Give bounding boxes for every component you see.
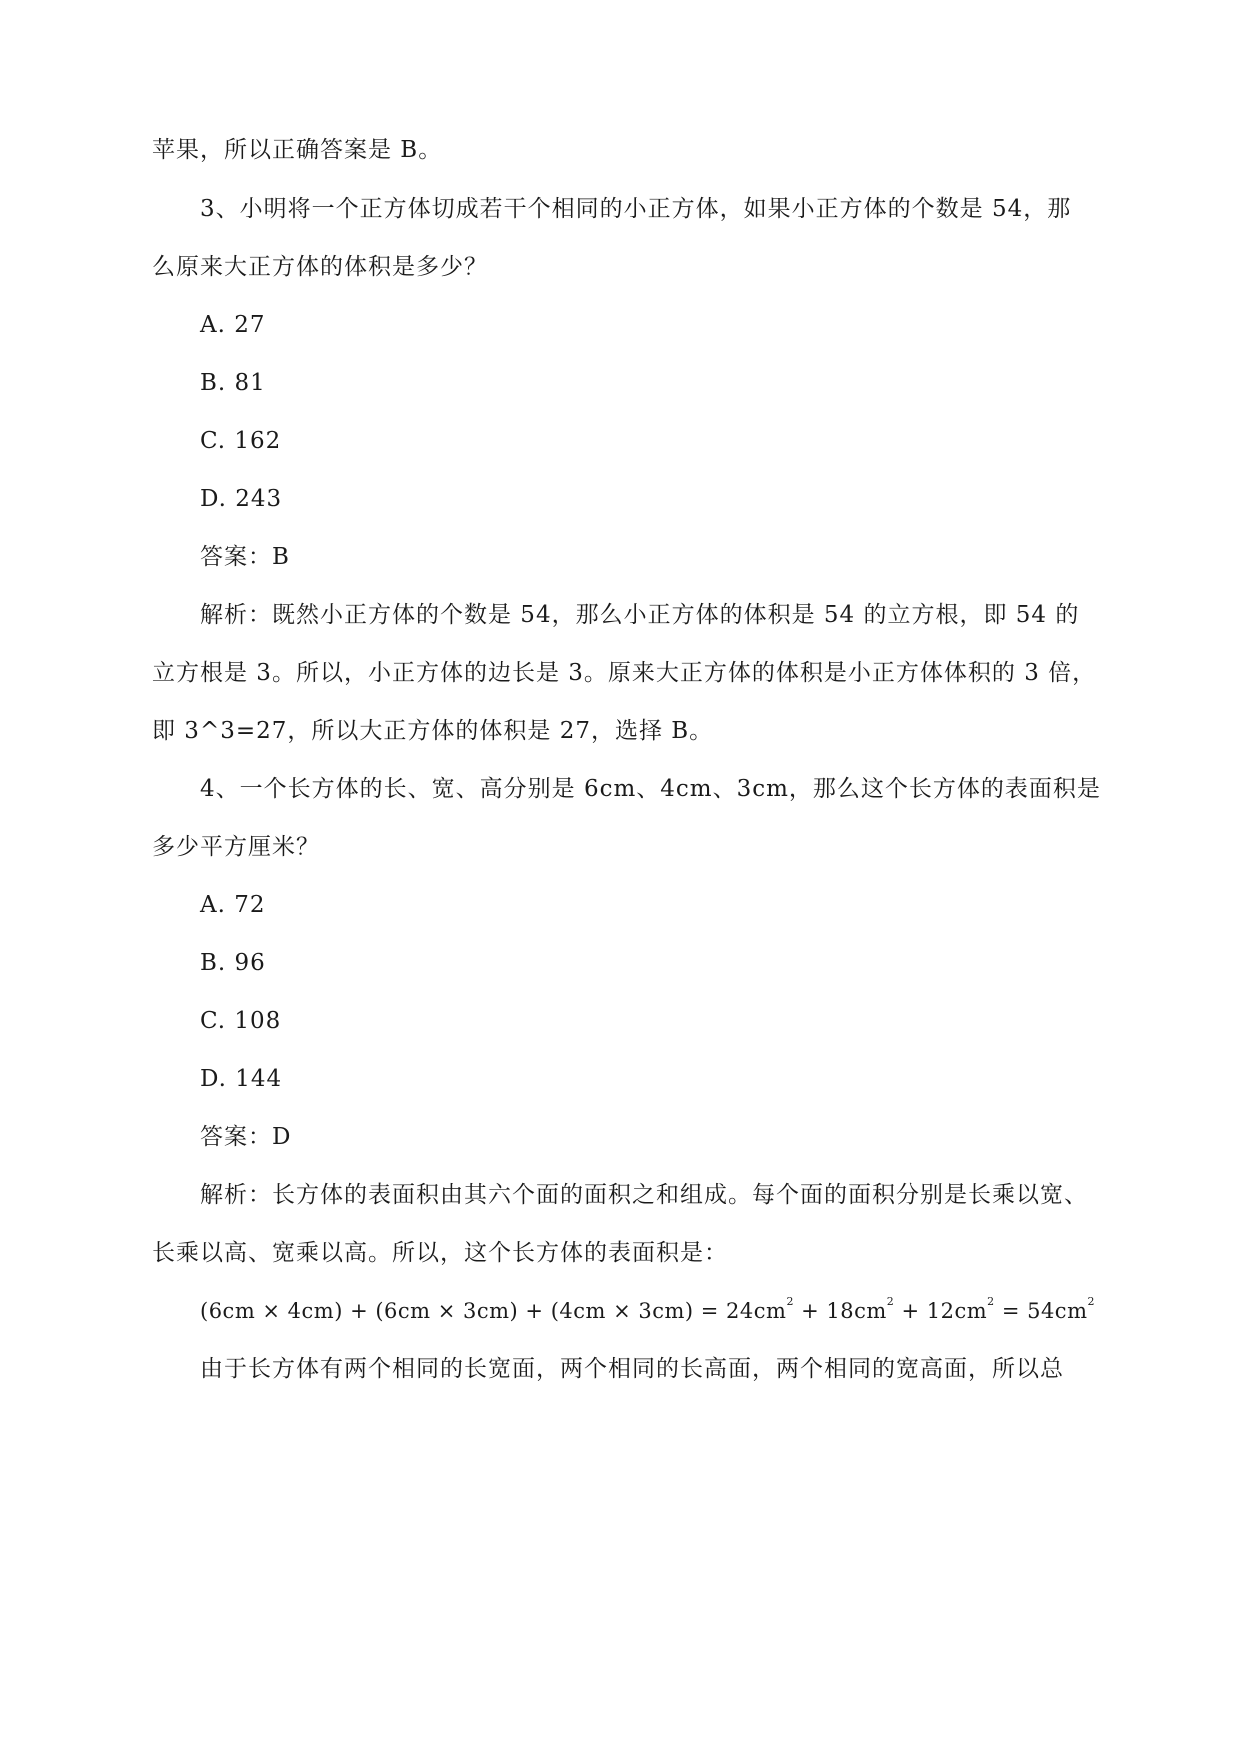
formula-part-1: (6cm × 4cm) + (6cm × 3cm) + (4cm × 3cm) = 24cm bbox=[200, 1299, 787, 1323]
formula-sup-3: 2 bbox=[987, 1295, 995, 1308]
question-3-line-1: 3、小明将一个正方体切成若干个相同的小正方体，如果小正方体的个数是 54，那 bbox=[200, 196, 1072, 222]
q3-option-b: B. 81 bbox=[200, 370, 266, 396]
q4-explanation-line-2: 长乘以高、宽乘以高。所以，这个长方体的表面积是： bbox=[152, 1240, 728, 1266]
question-4-line-2: 多少平方厘米？ bbox=[152, 834, 320, 860]
q4-option-c: C. 108 bbox=[200, 1008, 282, 1034]
formula-part-3: + 12cm bbox=[894, 1299, 988, 1323]
text-line-1: 苹果，所以正确答案是 B。 bbox=[152, 137, 443, 163]
formula-part-2: + 18cm bbox=[793, 1299, 887, 1323]
q3-explanation-line-3: 即 3^3=27，所以大正方体的体积是 27，选择 B。 bbox=[152, 718, 714, 744]
q3-explanation-line-1: 解析：既然小正方体的个数是 54，那么小正方体的体积是 54 的立方根，即 54 的 bbox=[200, 602, 1080, 628]
question-3-line-2: 么原来大正方体的体积是多少？ bbox=[152, 254, 488, 280]
q3-option-a: A. 27 bbox=[200, 312, 266, 338]
surface-area-formula bbox=[200, 1295, 1095, 1327]
q4-option-a: A. 72 bbox=[200, 892, 266, 918]
q3-option-d: D. 243 bbox=[200, 486, 283, 512]
formula-sup-2: 2 bbox=[886, 1295, 895, 1308]
q4-explanation-line-1: 解析：长方体的表面积由其六个面的面积之和组成。每个面的面积分别是长乘以宽、 bbox=[200, 1182, 1088, 1208]
formula-sup-4: 2 bbox=[1087, 1295, 1095, 1308]
question-4-line-1: 4、一个长方体的长、宽、高分别是 6cm、4cm、3cm，那么这个长方体的表面积是 bbox=[200, 776, 1101, 802]
q4-answer: 答案：D bbox=[200, 1124, 292, 1150]
formula-sup-1: 2 bbox=[786, 1295, 794, 1308]
q4-explanation-line-3: 由于长方体有两个相同的长宽面，两个相同的长高面，两个相同的宽高面，所以总 bbox=[200, 1356, 1064, 1382]
q3-option-c: C. 162 bbox=[200, 428, 282, 454]
q3-explanation-line-2: 立方根是 3。所以，小正方体的边长是 3。原来大正方体的体积是小正方体体积的 3 倍， bbox=[152, 660, 1097, 686]
formula-part-4: = 54cm bbox=[994, 1299, 1088, 1323]
q4-option-b: B. 96 bbox=[200, 950, 266, 976]
q4-option-d: D. 144 bbox=[200, 1066, 283, 1092]
q3-answer: 答案：B bbox=[200, 544, 290, 570]
